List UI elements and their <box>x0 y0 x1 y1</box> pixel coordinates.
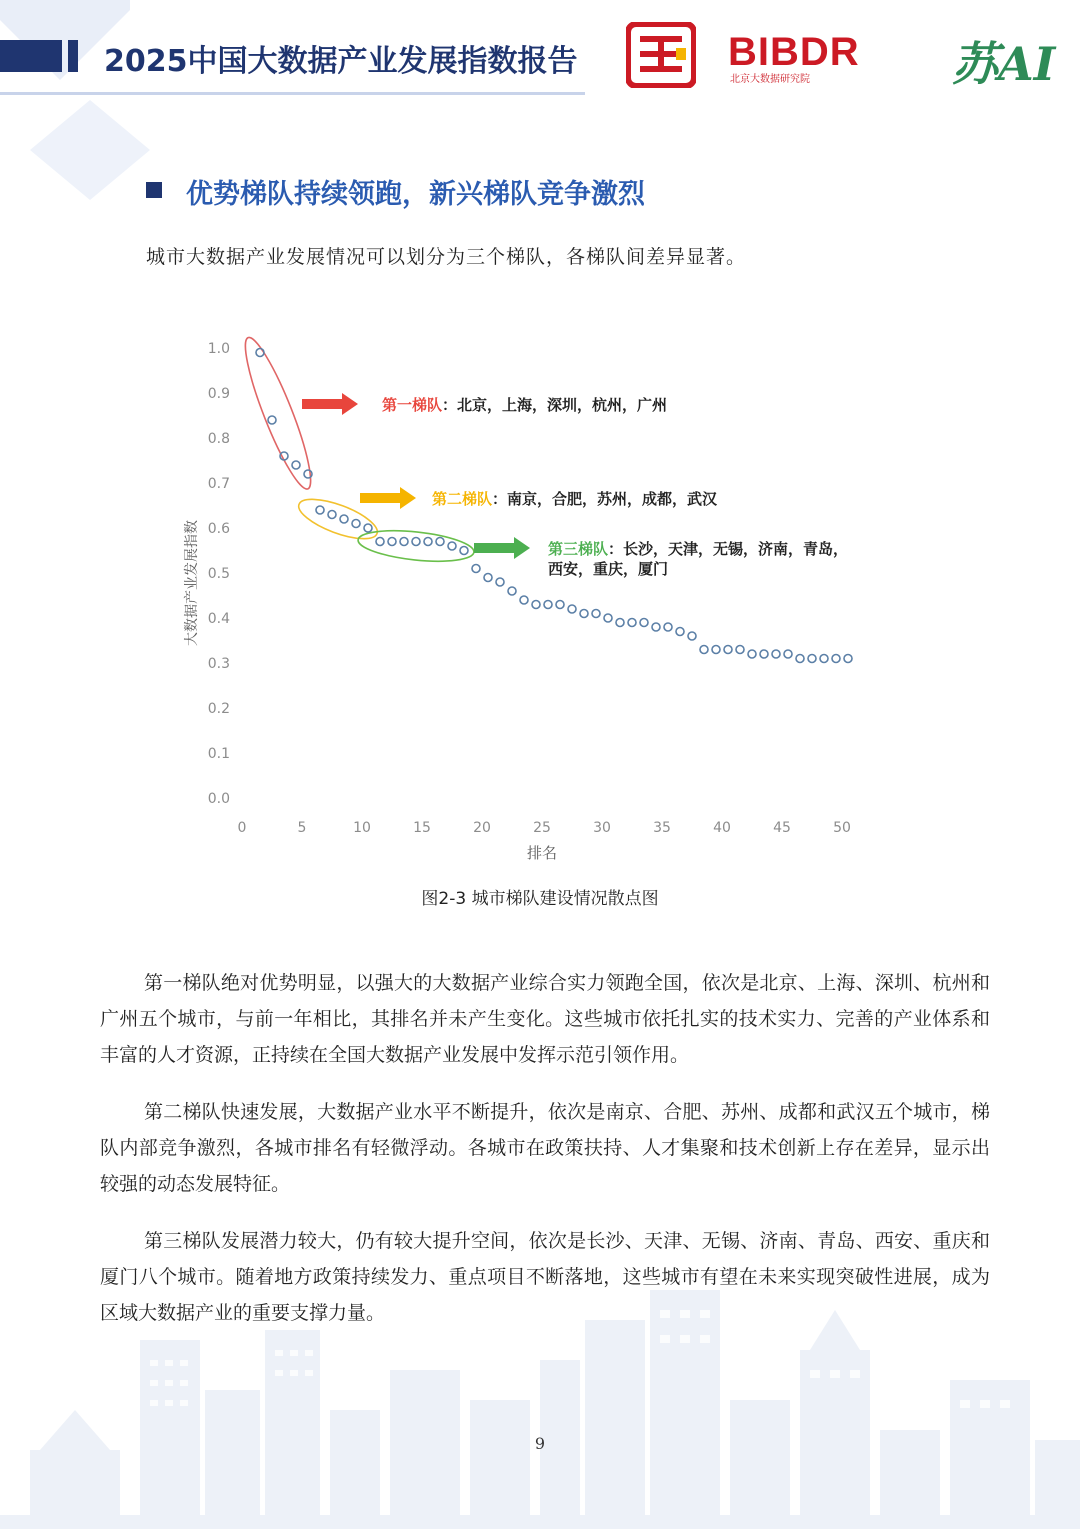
data-point <box>352 520 360 528</box>
y-tick-label: 0.9 <box>207 386 230 402</box>
header-accent-bar <box>0 40 62 72</box>
data-point <box>676 628 684 636</box>
data-point <box>688 632 696 640</box>
y-tick-label: 0.4 <box>207 611 230 627</box>
data-point <box>628 619 636 627</box>
paragraph-tier-1: 第一梯队绝对优势明显，以强大的大数据产业综合实力领跑全国，依次是北京、上海、深圳、杭州和广州五个城市，与前一年相比，其排名并未产生变化。这些城市依托扎实的技术实力、完善的产业体系和丰富的人才资源，正持续在全国大数据产业发展中发挥示范引领作用。 <box>100 972 990 1066</box>
data-point <box>820 655 828 663</box>
data-point <box>376 538 384 546</box>
tier-2-annotation <box>432 490 718 509</box>
x-tick-label: 15 <box>413 820 431 836</box>
cidi-logo-icon <box>626 22 696 88</box>
data-point <box>256 349 264 357</box>
y-tick-label: 0.8 <box>207 431 230 447</box>
bibdr-logo <box>728 26 928 86</box>
bibdr-logo-text: BIBDR <box>728 30 860 74</box>
data-point <box>436 538 444 546</box>
x-tick-label: 25 <box>533 820 551 836</box>
header-underline <box>0 92 585 95</box>
x-tick-label: 0 <box>237 820 247 836</box>
x-tick-label: 35 <box>653 820 671 836</box>
x-tick-label: 45 <box>773 820 791 836</box>
tier-2-cities: ：南京，合肥，苏州，成都，武汉 <box>492 490 718 508</box>
bibdr-logo-subtitle: 北京大数据研究院 <box>730 74 810 85</box>
data-point <box>748 650 756 658</box>
x-tick-label: 40 <box>713 820 731 836</box>
tier-3-label: 第三梯队 <box>548 540 609 558</box>
data-point <box>316 506 324 514</box>
x-axis-label: 排名 <box>526 844 558 862</box>
paragraph-tier-2: 第二梯队快速发展，大数据产业水平不断提升，依次是南京、合肥、苏州、成都和武汉五个城市，梯队内部竞争激烈，各城市排名有轻微浮动。各城市在政策扶持、人才集聚和技术创新上存在差异，显示出较强的动态发展特征。 <box>100 1101 990 1195</box>
header-decoration <box>0 0 160 200</box>
tier-3-cities: ：长沙，天津，无锡，济南，青岛， <box>608 540 849 558</box>
data-point <box>652 623 660 631</box>
suai-logo <box>948 20 1058 90</box>
data-point <box>472 565 480 573</box>
data-point <box>760 650 768 658</box>
tier-1-arrow-icon <box>302 393 358 415</box>
tier-3-arrow-icon <box>474 537 530 559</box>
data-point <box>520 596 528 604</box>
x-tick-label: 50 <box>833 820 851 836</box>
y-axis-label: 大数据产业发展指数 <box>184 520 200 646</box>
data-point <box>796 655 804 663</box>
data-point <box>568 605 576 613</box>
tier-1-cities: ：北京，上海，深圳，杭州，广州 <box>442 396 668 414</box>
section-intro: 城市大数据产业发展情况可以划分为三个梯队，各梯队间差异显著。 <box>146 246 747 268</box>
data-point <box>412 538 420 546</box>
data-point <box>340 515 348 523</box>
y-tick-label: 0.0 <box>207 791 230 807</box>
data-point <box>604 614 612 622</box>
tier-2-arrow-icon <box>360 487 416 509</box>
x-tick-label: 20 <box>473 820 491 836</box>
tier-2-label: 第二梯队 <box>432 490 493 508</box>
paragraph-tier-3: 第三梯队发展潜力较大，仍有较大提升空间，依次是长沙、天津、无锡、济南、青岛、西安、重庆和厦门八个城市。随着地方政策持续发力、重点项目不断落地，这些城市有望在未来实现突破性进展，成为区域大数据产业的重要支撑力量。 <box>100 1230 990 1324</box>
section-bullet-icon <box>146 182 162 198</box>
data-point <box>844 655 852 663</box>
y-tick-label: 0.6 <box>207 521 230 537</box>
y-tick-label: 0.3 <box>207 656 230 672</box>
data-point <box>508 587 516 595</box>
data-point <box>640 619 648 627</box>
data-point <box>388 538 396 546</box>
data-point <box>484 574 492 582</box>
data-point <box>580 610 588 618</box>
data-point <box>328 511 336 519</box>
y-tick-label: 0.5 <box>207 566 230 582</box>
data-point <box>808 655 816 663</box>
data-point <box>736 646 744 654</box>
y-tick-label: 0.1 <box>207 746 230 762</box>
data-point <box>460 547 468 555</box>
data-point <box>616 619 624 627</box>
data-point <box>772 650 780 658</box>
tier-3-annotation <box>548 540 848 559</box>
x-tick-label: 5 <box>297 820 307 836</box>
tier-1-label: 第一梯队 <box>382 396 443 414</box>
data-point <box>544 601 552 609</box>
x-tick-label: 30 <box>593 820 611 836</box>
data-point <box>556 601 564 609</box>
tier-3-cities-line2: 西安，重庆，厦门 <box>548 560 669 578</box>
data-point <box>832 655 840 663</box>
data-point <box>532 601 540 609</box>
city-skyline-decoration <box>0 1280 1080 1529</box>
data-point <box>712 646 720 654</box>
data-point <box>724 646 732 654</box>
section-title: 优势梯队持续领跑，新兴梯队竞争激烈 <box>186 179 645 210</box>
data-point <box>364 524 372 532</box>
data-point <box>592 610 600 618</box>
report-title: 2025中国大数据产业发展指数报告 <box>104 44 578 79</box>
figure-caption: 图2-3 城市梯队建设情况散点图 <box>421 889 659 909</box>
page-number: 9 <box>534 1434 546 1453</box>
suai-logo-text: 苏AI <box>952 37 1056 91</box>
y-tick-label: 1.0 <box>207 341 230 357</box>
data-point <box>268 416 276 424</box>
data-point <box>784 650 792 658</box>
data-point <box>292 461 300 469</box>
data-point <box>400 538 408 546</box>
tier-scatter-chart <box>170 320 910 880</box>
header-accent-bar-small <box>68 40 78 72</box>
y-tick-label: 0.7 <box>207 476 230 492</box>
data-point <box>424 538 432 546</box>
y-tick-label: 0.2 <box>207 701 230 717</box>
data-point <box>700 646 708 654</box>
data-point <box>496 578 504 586</box>
tier-1-annotation <box>382 396 667 415</box>
data-point <box>664 623 672 631</box>
x-tick-label: 10 <box>353 820 371 836</box>
data-point <box>448 542 456 550</box>
